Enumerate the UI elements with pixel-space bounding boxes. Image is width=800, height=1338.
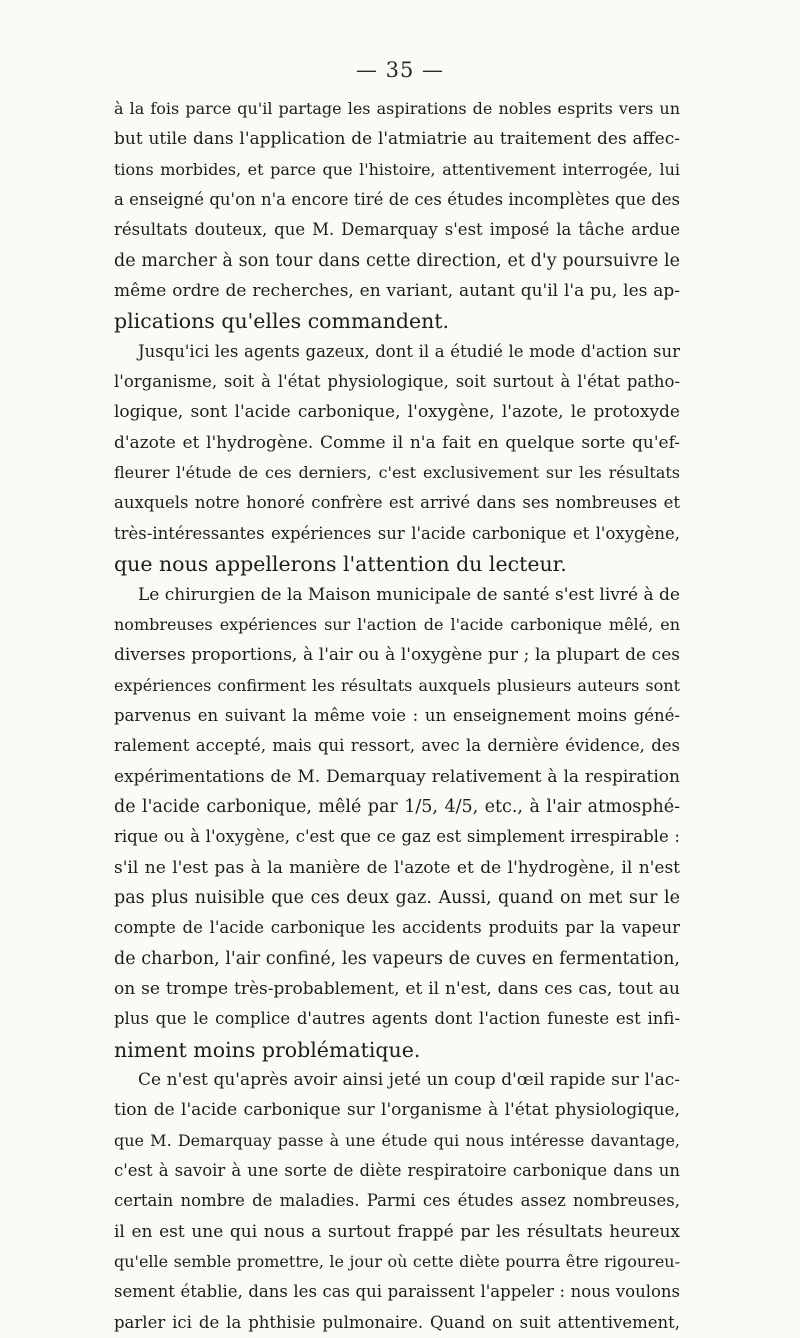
text-line: qu'elle semble promettre, le jour où cette diète pourra être rigoureu- xyxy=(114,1252,680,1272)
body-text xyxy=(114,94,680,1338)
text-line: d'azote et l'hydrogène. Comme il n'a fait en quelque sorte qu'ef- xyxy=(114,432,680,453)
text-line: compte de l'acide carbonique les accidents produits par la vapeur xyxy=(114,918,680,938)
page-number: — 35 — xyxy=(355,58,445,82)
text-line: Ce n'est qu'après avoir ainsi jeté un coup d'œil rapide sur l'ac- xyxy=(138,1070,680,1090)
text-line: fleurer l'étude de ces derniers, c'est exclusivement sur les résultats xyxy=(114,463,680,483)
text-line: expériences confirment les résultats auxquels plusieurs auteurs sont xyxy=(114,675,680,695)
text-line: tions morbides, et parce que l'histoire, attentivement interrogée, lui xyxy=(114,159,680,179)
text-line: plications qu'elles commandent. xyxy=(114,309,450,334)
text-line: expérimentations de M. Demarquay relativement à la respiration xyxy=(114,766,680,787)
text-line: ralement accepté, mais qui ressort, avec la dernière évidence, des xyxy=(114,736,680,756)
text-line: même ordre de recherches, en variant, autant qu'il l'a pu, les ap- xyxy=(114,281,680,302)
text-line: que nous appellerons l'attention du lecteur. xyxy=(114,552,567,577)
text-line: niment moins problématique. xyxy=(114,1037,421,1062)
text-line: logique, sont l'acide carbonique, l'oxygène, l'azote, le protoxyde xyxy=(114,402,680,423)
text-line: que M. Demarquay passe à une étude qui nous intéresse davantage, xyxy=(114,1130,680,1150)
text-line: nombreuses expériences sur l'action de l'acide carbonique mêlé, en xyxy=(114,614,680,634)
text-line: plus que le complice d'autres agents dont l'action funeste est infi- xyxy=(114,1009,680,1029)
text-line: auxquels notre honoré confrère est arrivé dans ses nombreuses et xyxy=(114,493,680,513)
text-line: de charbon, l'air confiné, les vapeurs de cuves en fermentation, xyxy=(114,948,680,969)
text-line: but utile dans l'application de l'atmiatrie au traitement des affec- xyxy=(114,129,680,150)
text-line: diverses proportions, à l'air ou à l'oxygène pur ; la plupart de ces xyxy=(114,645,680,666)
text-line: tion de l'acide carbonique sur l'organisme à l'état physiologique, xyxy=(114,1100,680,1121)
text-line: Le chirurgien de la Maison municipale de santé s'est livré à de xyxy=(138,584,680,605)
text-line: il en est une qui nous a surtout frappé par les résultats heureux xyxy=(114,1221,680,1242)
text-line: certain nombre de maladies. Parmi ces études assez nombreuses, xyxy=(114,1191,680,1211)
text-line: s'il ne l'est pas à la manière de l'azote et de l'hydrogène, il n'est xyxy=(114,857,680,878)
text-line: parler ici de la phthisie pulmonaire. Quand on suit attentivement, xyxy=(114,1312,680,1332)
text-line: de marcher à son tour dans cette direction, et d'y poursuivre le xyxy=(114,250,680,271)
text-line: sement établie, dans les cas qui paraissent l'appeler : nous voulons xyxy=(114,1282,680,1302)
text-line: Jusqu'ici les agents gazeux, dont il a étudié le mode d'action sur xyxy=(138,341,680,361)
text-line: rique ou à l'oxygène, c'est que ce gaz est simplement irrespirable : xyxy=(114,827,680,847)
text-line: à la fois parce qu'il partage les aspirations de nobles esprits vers un xyxy=(114,99,680,118)
text-line: on se trompe très-probablement, et il n'est, dans ces cas, tout au xyxy=(114,978,680,999)
text-line: parvenus en suivant la même voie : un enseignement moins géné- xyxy=(114,705,680,725)
text-line: résultats douteux, que M. Demarquay s'est imposé la tâche ardue xyxy=(114,220,680,240)
text-line: l'organisme, soit à l'état physiologique, soit surtout à l'état patho- xyxy=(114,372,680,392)
text-line: de l'acide carbonique, mêlé par 1/5, 4/5, etc., à l'air atmosphé- xyxy=(114,796,680,817)
text-line: pas plus nuisible que ces deux gaz. Aussi, quand on met sur le xyxy=(114,887,680,908)
text-line: c'est à savoir à une sorte de diète respiratoire carbonique dans un xyxy=(114,1161,680,1181)
text-line: a enseigné qu'on n'a encore tiré de ces études incomplètes que des xyxy=(114,190,680,210)
text-line: très-intéressantes expériences sur l'acide carbonique et l'oxygène, xyxy=(114,523,680,543)
